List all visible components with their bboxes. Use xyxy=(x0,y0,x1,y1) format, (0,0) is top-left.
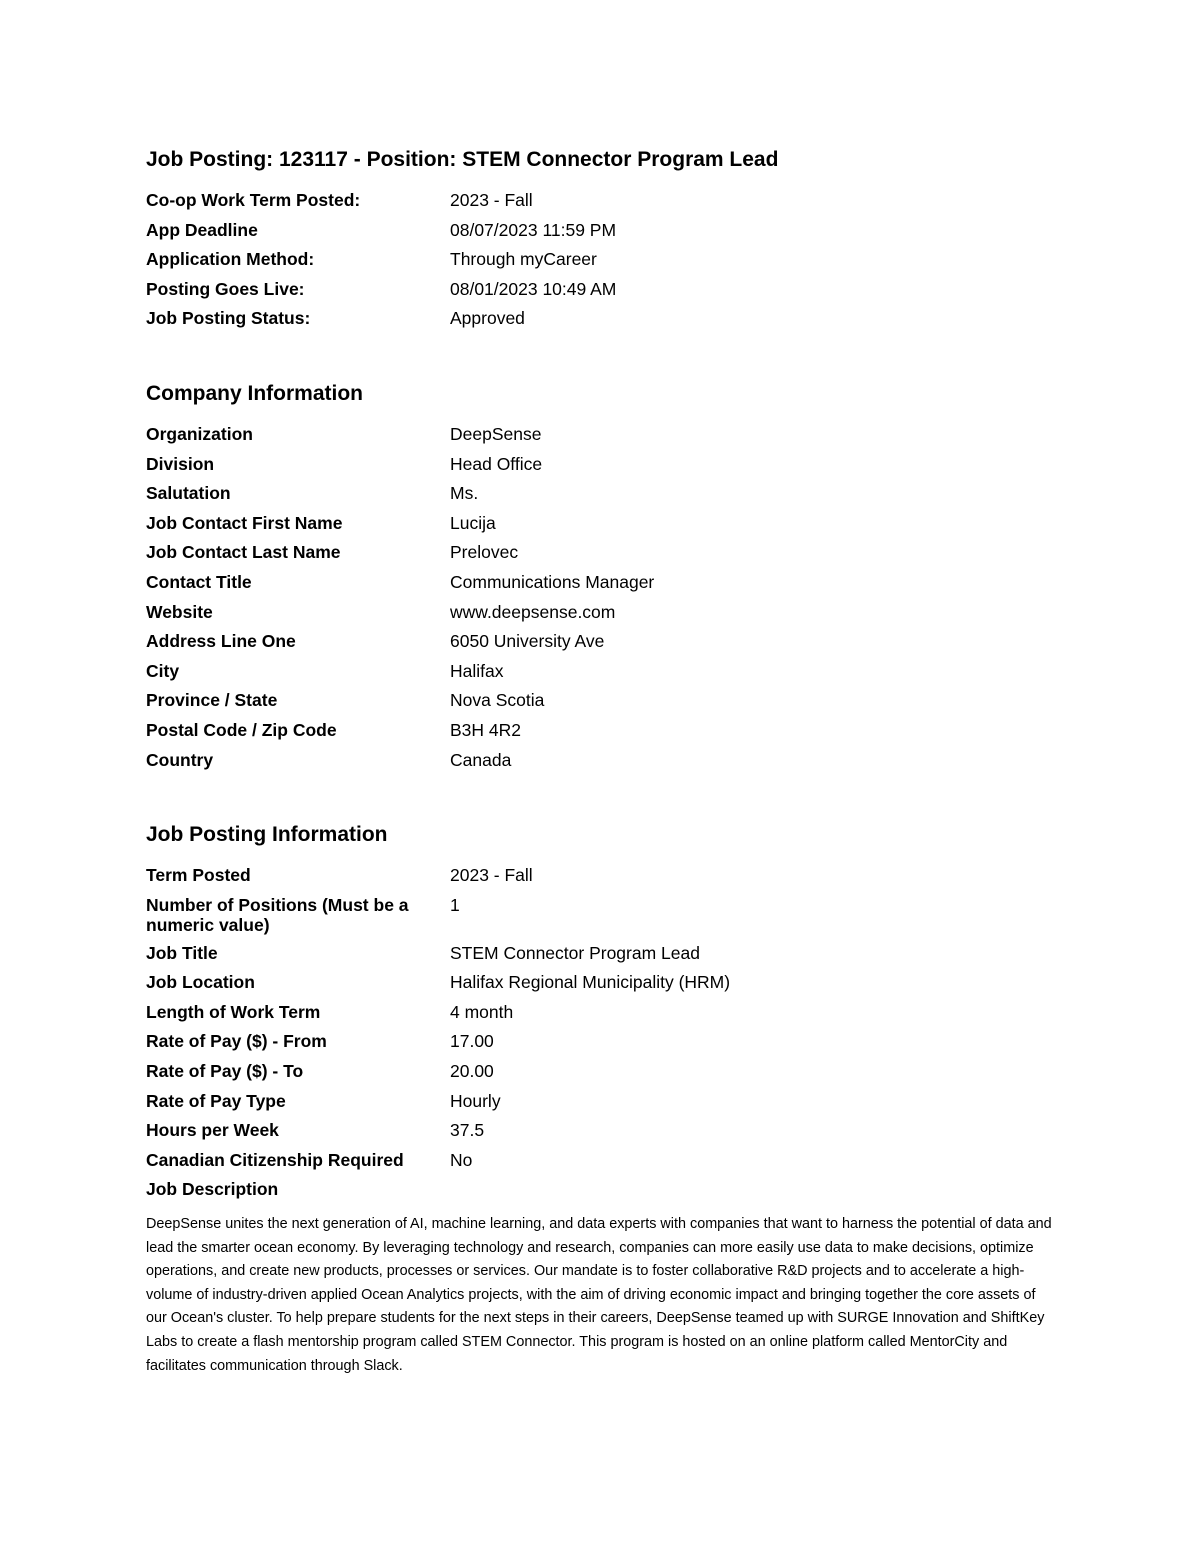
field-row-work-term xyxy=(146,186,1056,216)
field-row-job-title xyxy=(146,939,1056,969)
field-value: Approved xyxy=(450,308,525,329)
field-row-job-description xyxy=(146,1175,1056,1205)
field-row-app-deadline xyxy=(146,216,1056,246)
website-value: www.deepsense.com xyxy=(450,601,616,622)
field-value: 2023 - Fall xyxy=(450,865,533,886)
field-value: No xyxy=(450,1149,473,1170)
field-value: Lucija xyxy=(450,512,496,533)
field-value: Head Office xyxy=(450,453,543,474)
field-label: Term Posted xyxy=(146,865,251,886)
field-value: Halifax xyxy=(450,660,504,681)
field-row-contact-title xyxy=(146,568,1056,598)
field-row-posting-goes-live xyxy=(146,275,1056,305)
field-row-salutation xyxy=(146,479,1056,509)
field-label: Hours per Week xyxy=(146,1120,279,1141)
field-label: Province / State xyxy=(146,690,278,711)
field-value: 1 xyxy=(450,894,460,915)
company-information-heading: Company Information xyxy=(146,381,364,405)
field-label: Website xyxy=(146,601,213,622)
page-title: Job Posting: 123117 - Position: STEM Connector Program Lead xyxy=(146,148,779,171)
field-row-division xyxy=(146,450,1056,480)
field-value: Halifax Regional Municipality (HRM) xyxy=(450,972,731,993)
field-label: Job Description xyxy=(146,1179,279,1200)
field-value: Through myCareer xyxy=(450,249,597,270)
field-label: Job Location xyxy=(146,972,255,993)
job-posting-information-heading: Job Posting Information xyxy=(146,823,388,847)
field-label: Number of Positions (Must be a numeric value) xyxy=(146,894,409,935)
field-label: Canadian Citizenship Required xyxy=(146,1149,404,1170)
field-row-work-term-length xyxy=(146,998,1056,1028)
posting-summary-table xyxy=(146,186,1056,334)
field-row-contact-first-name xyxy=(146,509,1056,539)
field-label: Job Title xyxy=(146,942,218,963)
field-label: Contact Title xyxy=(146,571,252,592)
field-label: Co-op Work Term Posted: xyxy=(146,190,361,210)
field-value: 6050 University Ave xyxy=(450,631,605,652)
field-value: Communications Manager xyxy=(450,571,655,592)
field-row-pay-type xyxy=(146,1087,1056,1117)
field-value: 20.00 xyxy=(450,1061,494,1082)
field-label: Job Contact Last Name xyxy=(146,542,341,563)
field-label: Address Line One xyxy=(146,631,296,652)
field-row-city xyxy=(146,657,1056,687)
field-label: Organization xyxy=(146,423,253,444)
field-label: Rate of Pay ($) - To xyxy=(146,1061,304,1082)
field-row-province xyxy=(146,686,1056,716)
field-label: City xyxy=(146,660,180,681)
field-value xyxy=(450,1175,1056,1179)
field-label: Rate of Pay ($) - From xyxy=(146,1031,327,1052)
field-label: Division xyxy=(146,453,215,474)
field-row-website xyxy=(146,598,1056,628)
field-row-pay-from xyxy=(146,1027,1056,1057)
document-page xyxy=(146,146,1056,1393)
field-value: STEM Connector Program Lead xyxy=(450,942,700,963)
field-row-pay-to xyxy=(146,1057,1056,1087)
field-value: 17.00 xyxy=(450,1031,494,1052)
field-label: Rate of Pay Type xyxy=(146,1090,286,1111)
field-value: 2023 - Fall xyxy=(450,190,533,210)
job-description-text: DeepSense unites the next generation of AI, machine learning, and data experts with companies that want to harness the potential of data and lead the smarter ocean economy. By leveraging technology and research, companies can more easily use data to make decisions, optimize operations, and create new products, processes or services. Our mandate is to foster collaborative R&D projects and to accelerate a high-volume of industry-driven applied Ocean Analytics projects, with the aim of driving economic impact and bringing together the core assets of our Ocean's cluster. To help prepare students for the next steps in their careers, DeepSense teamed up with SURGE Innovation and ShiftKey Labs to create a flash mentorship program called STEM Connector. This program is hosted on an online platform called MentorCity and facilitates communication through Slack. xyxy=(146,1216,1052,1374)
field-value: Canada xyxy=(450,749,512,770)
field-row-application-method xyxy=(146,245,1056,275)
field-label: Application Method: xyxy=(146,249,315,270)
field-value: B3H 4R2 xyxy=(450,719,522,740)
field-row-country xyxy=(146,746,1056,776)
field-value: DeepSense xyxy=(450,423,542,444)
field-label: Job Posting Status: xyxy=(146,308,311,329)
field-label: App Deadline xyxy=(146,219,258,240)
field-label: Posting Goes Live: xyxy=(146,278,305,299)
field-value: 08/07/2023 11:59 PM xyxy=(450,219,617,240)
field-label: Country xyxy=(146,749,214,770)
field-label: Salutation xyxy=(146,483,231,504)
field-label: Length of Work Term xyxy=(146,1001,321,1022)
field-row-hours-per-week xyxy=(146,1116,1056,1146)
field-row-posting-status xyxy=(146,304,1056,334)
field-row-address xyxy=(146,627,1056,657)
field-value: Hourly xyxy=(450,1090,501,1111)
field-value: 4 month xyxy=(450,1001,514,1022)
field-row-job-location xyxy=(146,968,1056,998)
field-value: Nova Scotia xyxy=(450,690,545,711)
field-label: Job Contact First Name xyxy=(146,512,343,533)
field-label: Postal Code / Zip Code xyxy=(146,719,337,740)
field-value: 37.5 xyxy=(450,1120,485,1141)
field-row-contact-last-name xyxy=(146,538,1056,568)
company-information-table xyxy=(146,420,1056,775)
field-value: Prelovec xyxy=(450,542,519,563)
job-posting-information-table xyxy=(146,861,1056,1205)
field-value: 08/01/2023 10:49 AM xyxy=(450,278,617,299)
field-row-citizenship-required xyxy=(146,1146,1056,1176)
field-row-postal-code xyxy=(146,716,1056,746)
field-row-number-of-positions xyxy=(146,891,1056,939)
field-row-organization xyxy=(146,420,1056,450)
field-row-term-posted xyxy=(146,861,1056,891)
field-value: Ms. xyxy=(450,483,479,504)
